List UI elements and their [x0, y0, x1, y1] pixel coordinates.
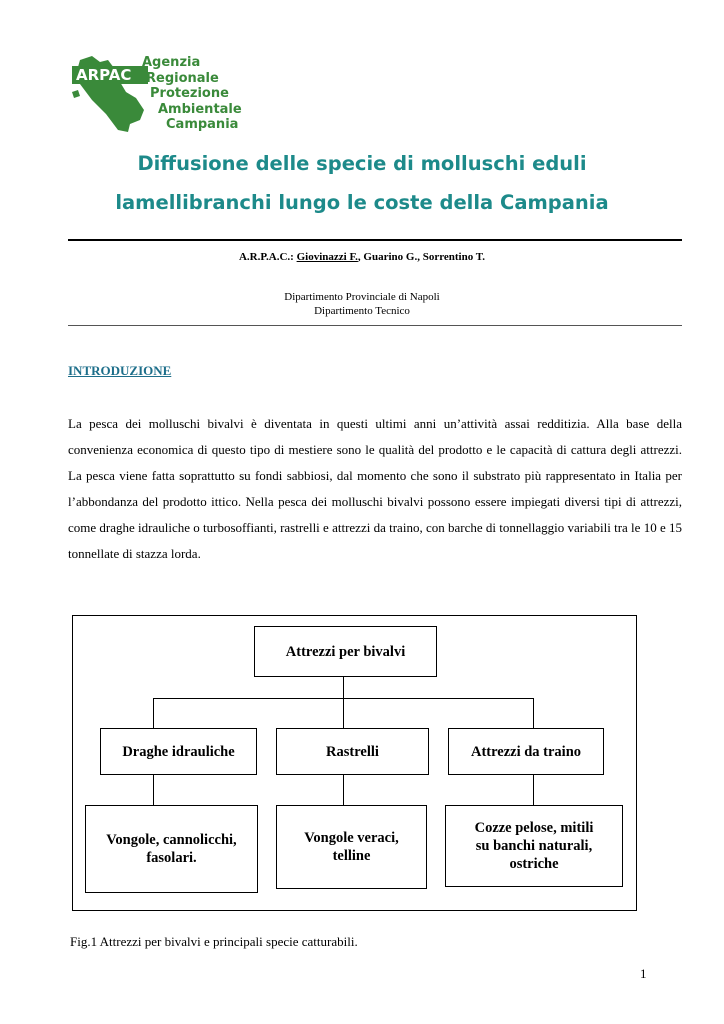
author-rest: , Guarino G., Sorrentino T.	[357, 251, 486, 263]
species-line: Vongole veraci,	[304, 830, 399, 846]
paper-title-line-2: lamellibranchi lungo le coste della Campania	[115, 191, 609, 214]
author-first: Giovinazzi F.	[296, 251, 358, 263]
root-node-label: Attrezzi per bivalvi	[285, 643, 406, 660]
logo-line: Protezione	[150, 86, 229, 101]
species-node-right	[445, 805, 623, 887]
logo-wordmark	[142, 55, 242, 133]
connector-root-down	[343, 676, 344, 698]
connector-mid-species	[343, 775, 344, 805]
header-divider	[68, 325, 682, 326]
gear-node-traino	[448, 728, 604, 775]
species-line: ostriche	[509, 856, 559, 872]
connector-left-species	[153, 775, 154, 805]
figure-caption: Fig.1 Attrezzi per bivalvi e principali specie catturabili.	[70, 934, 358, 949]
connector-left-down	[153, 698, 154, 728]
connector-mid-down	[343, 698, 344, 728]
figure-frame	[72, 615, 637, 911]
paper-title-line-1: Diffusione delle specie di molluschi eduli	[137, 152, 587, 175]
connector-right-down	[533, 698, 534, 728]
logo-line: Regionale	[146, 70, 219, 86]
species-node-mid	[276, 805, 427, 889]
species-line: su banchi naturali,	[475, 838, 593, 854]
species-line: Vongole, cannolicchi,	[106, 832, 237, 848]
gear-label: Rastrelli	[326, 743, 379, 760]
intro-paragraph: La pesca dei molluschi bivalvi è diventata in questi ultimi anni un’attività assai redditizia. Alla base della convenienza economica di questo tipo di mestiere sono le qualità del prodotto e le capacità di cattura degli attrezzi. La pesca viene fatta soprattutto su fondi sabbiosi, dal momento che sono il substrato più rappresentato in Italia per l’abbondanza del prodotto ittico. Nella pesca dei molluschi bivalvi possono essere impiegati diversi tipi di attrezzi, come draghe idrauliche o turbosoffianti, rastrelli e attrezzi da traino, con barche di tonnellaggio variabili tra le 10 e 15 tonnellate di stazza lorda.	[68, 416, 682, 561]
author-prefix: A.R.P.A.C.:	[238, 251, 297, 263]
root-node	[254, 626, 437, 677]
logo-line: Campania	[166, 117, 239, 132]
title-divider	[68, 239, 682, 241]
logo-badge-text: ARPAC	[76, 66, 132, 84]
connector-right-species	[533, 775, 534, 805]
department-2: Dipartimento Tecnico	[314, 305, 410, 317]
logo-line: Agenzia	[142, 55, 201, 70]
page-number: 1	[640, 966, 647, 981]
section-heading: INTRODUZIONE	[68, 363, 172, 378]
species-line: fasolari.	[146, 850, 197, 866]
gear-label: Draghe idrauliche	[122, 743, 235, 760]
species-line: Cozze pelose, mitili	[474, 820, 594, 836]
species-node-left	[85, 805, 258, 893]
gear-label: Attrezzi da traino	[470, 743, 582, 760]
author-line	[0, 251, 724, 263]
gear-node-rastrelli	[276, 728, 429, 775]
logo-line: Ambientale	[158, 101, 242, 117]
species-line: telline	[332, 848, 371, 864]
department-1: Dipartimento Provinciale di Napoli	[284, 291, 440, 303]
gear-node-draghe	[100, 728, 257, 775]
arpac-logo	[70, 52, 148, 134]
